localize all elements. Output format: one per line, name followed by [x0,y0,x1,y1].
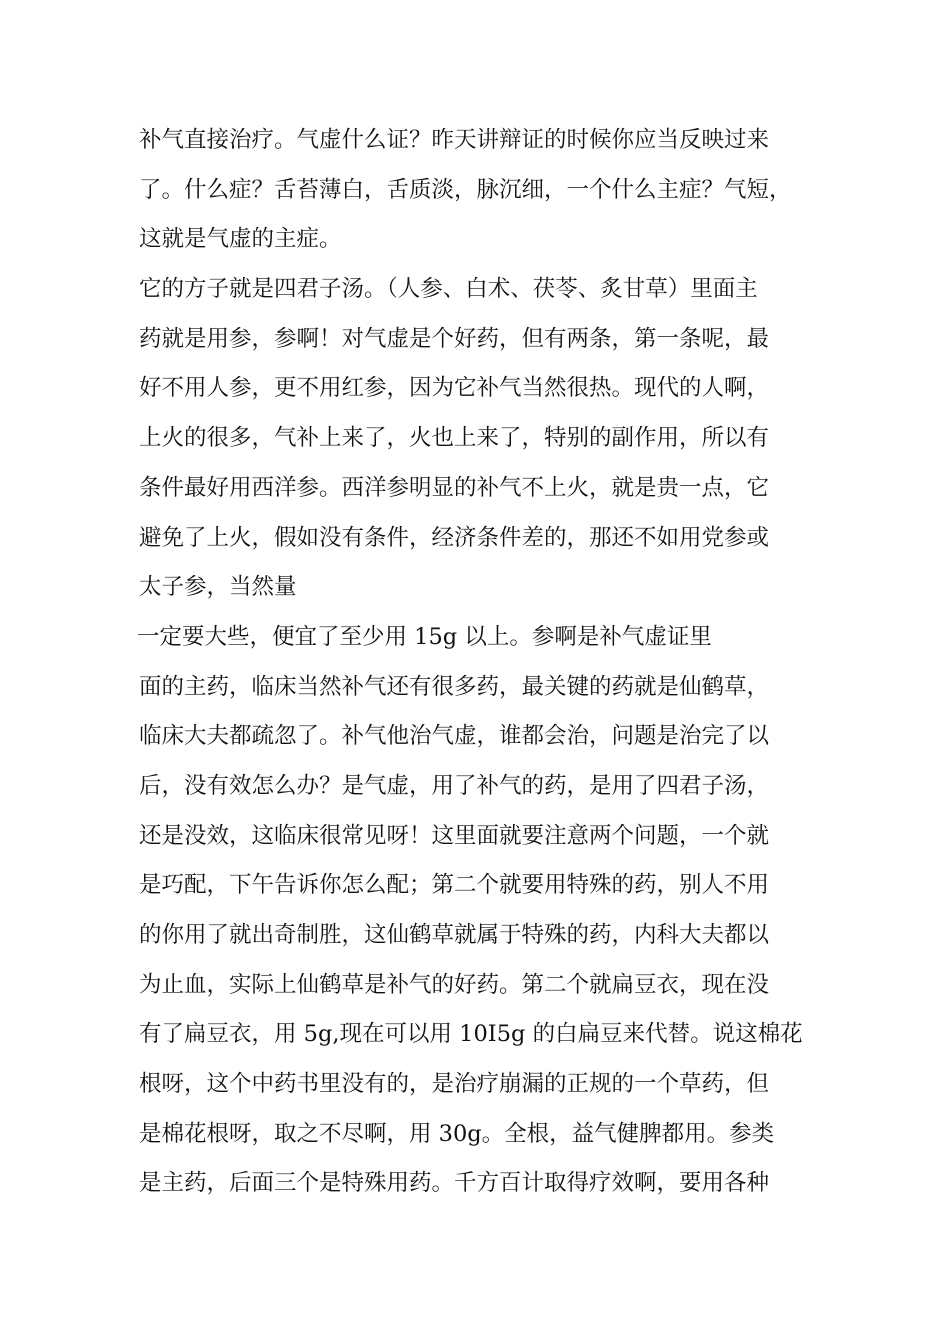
text-line: 是巧配，下午告诉你怎么配；第二个就要用特殊的药，别人不用 [139,872,770,899]
text-line: 为止血，实际上仙鹤草是补气的好药。第二个就扁豆衣，现在没 [139,971,770,998]
text-line: 有了扁豆衣，用 5g,现在可以用 10I5g 的白扁豆来代替。说这棉花 [139,1021,803,1048]
text-line: 是棉花根呀，取之不尽啊，用 30g。全根，益气健脾都用。参类 [139,1120,775,1147]
text-line: 一定要大些，便宜了至少用 15g 以上。参啊是补气虚证里 [137,623,712,650]
text-line: 根呀，这个中药书里没有的，是治疗崩漏的正规的一个草药，但 [139,1071,770,1098]
text-line: 还是没效，这临床很常见呀！这里面就要注意两个问题，一个就 [139,822,770,849]
text-line: 后，没有效怎么办？是气虚，用了补气的药，是用了四君子汤， [139,772,770,799]
text-line: 补气直接治疗。气虚什么证？昨天讲辩证的时候你应当反映过来 [139,127,770,153]
text-line: 临床大夫都疏忽了。补气他治气虚，谁都会治，问题是治完了以 [139,723,770,750]
text-line: 避免了上火，假如没有条件，经济条件差的，那还不如用党参或 [139,524,770,551]
body-text [139,116,819,1209]
text-line: 它的方子就是四君子汤。（人参、白术、茯苓、炙甘草）里面主 [139,276,758,303]
text-line: 了。什么症？舌苔薄白，舌质淡，脉沉细，一个什么主症？气短， [139,176,792,203]
text-line: 是主药，后面三个是特殊用药。千方百计取得疗效啊，要用各种 [139,1170,770,1197]
text-line: 好不用人参，更不用红参，因为它补气当然很热。现代的人啊， [139,375,770,402]
text-line: 面的主药，临床当然补气还有很多药，最关键的药就是仙鹤草， [139,673,770,700]
text-line: 药就是用参，参啊！对气虚是个好药，但有两条，第一条呢，最 [139,325,770,352]
text-line: 的你用了就出奇制胜，这仙鹤草就属于特殊的药，内科大夫都以 [139,922,770,948]
text-line: 上火的很多，气补上来了，火也上来了，特别的副作用，所以有 [139,425,770,452]
text-line: 这就是气虚的主症。 [139,226,342,253]
text-line: 条件最好用西洋参。西洋参明显的补气不上火，就是贵一点，它 [139,474,770,501]
text-line: 太子参，当然量 [139,574,297,601]
